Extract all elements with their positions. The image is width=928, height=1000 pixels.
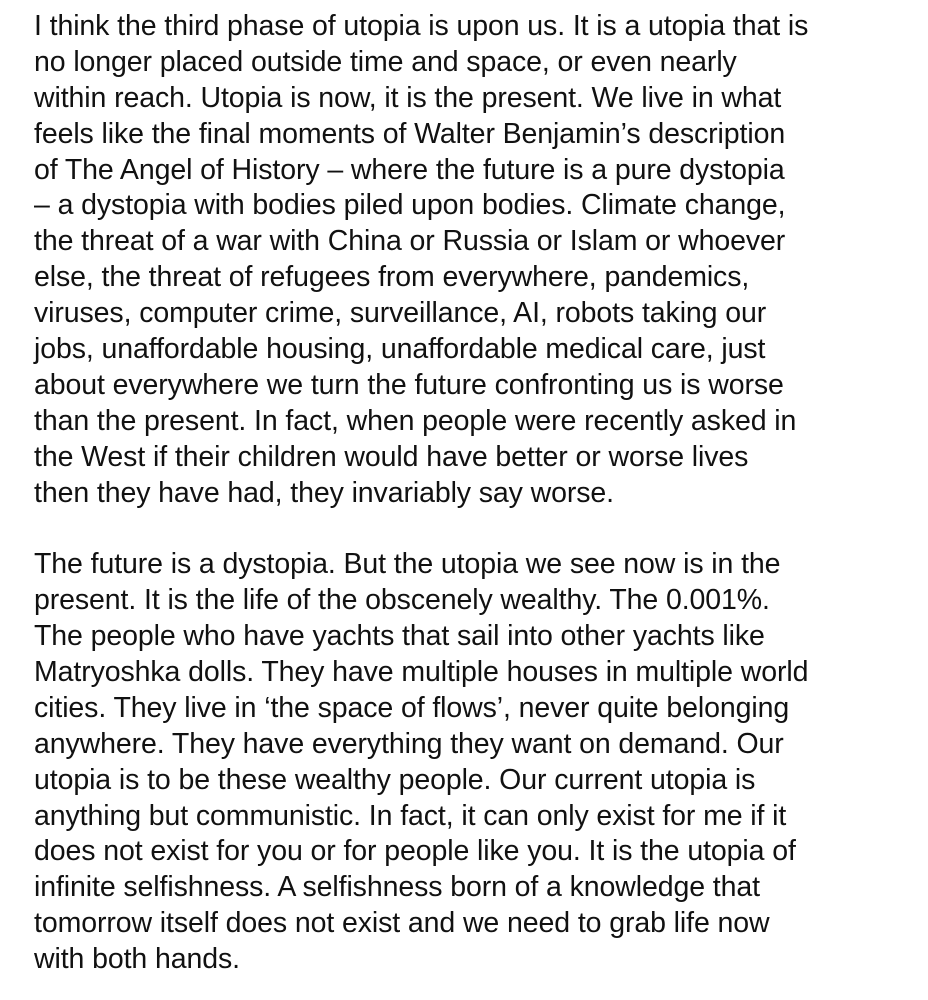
text-line: utopia is to be these wealthy people. Our current utopia is (34, 763, 756, 796)
text-line: feels like the final moments of Walter Benjamin’s description (34, 117, 786, 150)
text-line: the threat of a war with China or Russia or Islam or whoever (34, 225, 786, 258)
text-line: The people who have yachts that sail into other yachts like (34, 620, 765, 653)
text-line: I think the third phase of utopia is upon us. It is a utopia that is (34, 10, 809, 42)
text-line: viruses, computer crime, surveillance, AI, robots taking our (34, 297, 767, 330)
text-line: jobs, unaffordable housing, unaffordable medical care, just (34, 333, 766, 366)
paragraph-2 (34, 547, 914, 978)
text-line: within reach. Utopia is now, it is the present. We live in what (34, 81, 782, 114)
text-line: – a dystopia with bodies piled upon bodies. Climate change, (34, 189, 786, 222)
text-line: Matryoshka dolls. They have multiple houses in multiple world (34, 656, 809, 689)
text-line: no longer placed outside time and space, or even nearly (34, 45, 737, 78)
text-line: of The Angel of History – where the future is a pure dystopia (34, 153, 785, 186)
text-line: infinite selfishness. A selfishness born of a knowledge that (34, 871, 760, 904)
text-line: about everywhere we turn the future confronting us is worse (34, 368, 784, 401)
text-line: The future is a dystopia. But the utopia we see now is in the (34, 548, 781, 581)
paragraph-spacer (34, 511, 914, 547)
text-line: with both hands. (34, 943, 240, 976)
paragraph-1 (34, 9, 914, 511)
text-line: than the present. In fact, when people were recently asked in (34, 404, 797, 437)
text-line: does not exist for you or for people like you. It is the utopia of (34, 835, 796, 868)
text-line: then they have had, they invariably say worse. (34, 476, 614, 509)
text-line: cities. They live in ‘the space of flows’, never quite belonging (34, 691, 790, 724)
text-line: anywhere. They have everything they want on demand. Our (34, 727, 784, 760)
text-line: present. It is the life of the obscenely wealthy. The 0.001%. (34, 584, 770, 617)
text-line: else, the threat of refugees from everywhere, pandemics, (34, 261, 750, 294)
text-line: tomorrow itself does not exist and we need to grab life now (34, 907, 770, 940)
document-page (34, 9, 914, 978)
text-line: the West if their children would have better or worse lives (34, 440, 749, 473)
text-line: anything but communistic. In fact, it can only exist for me if it (34, 799, 787, 832)
